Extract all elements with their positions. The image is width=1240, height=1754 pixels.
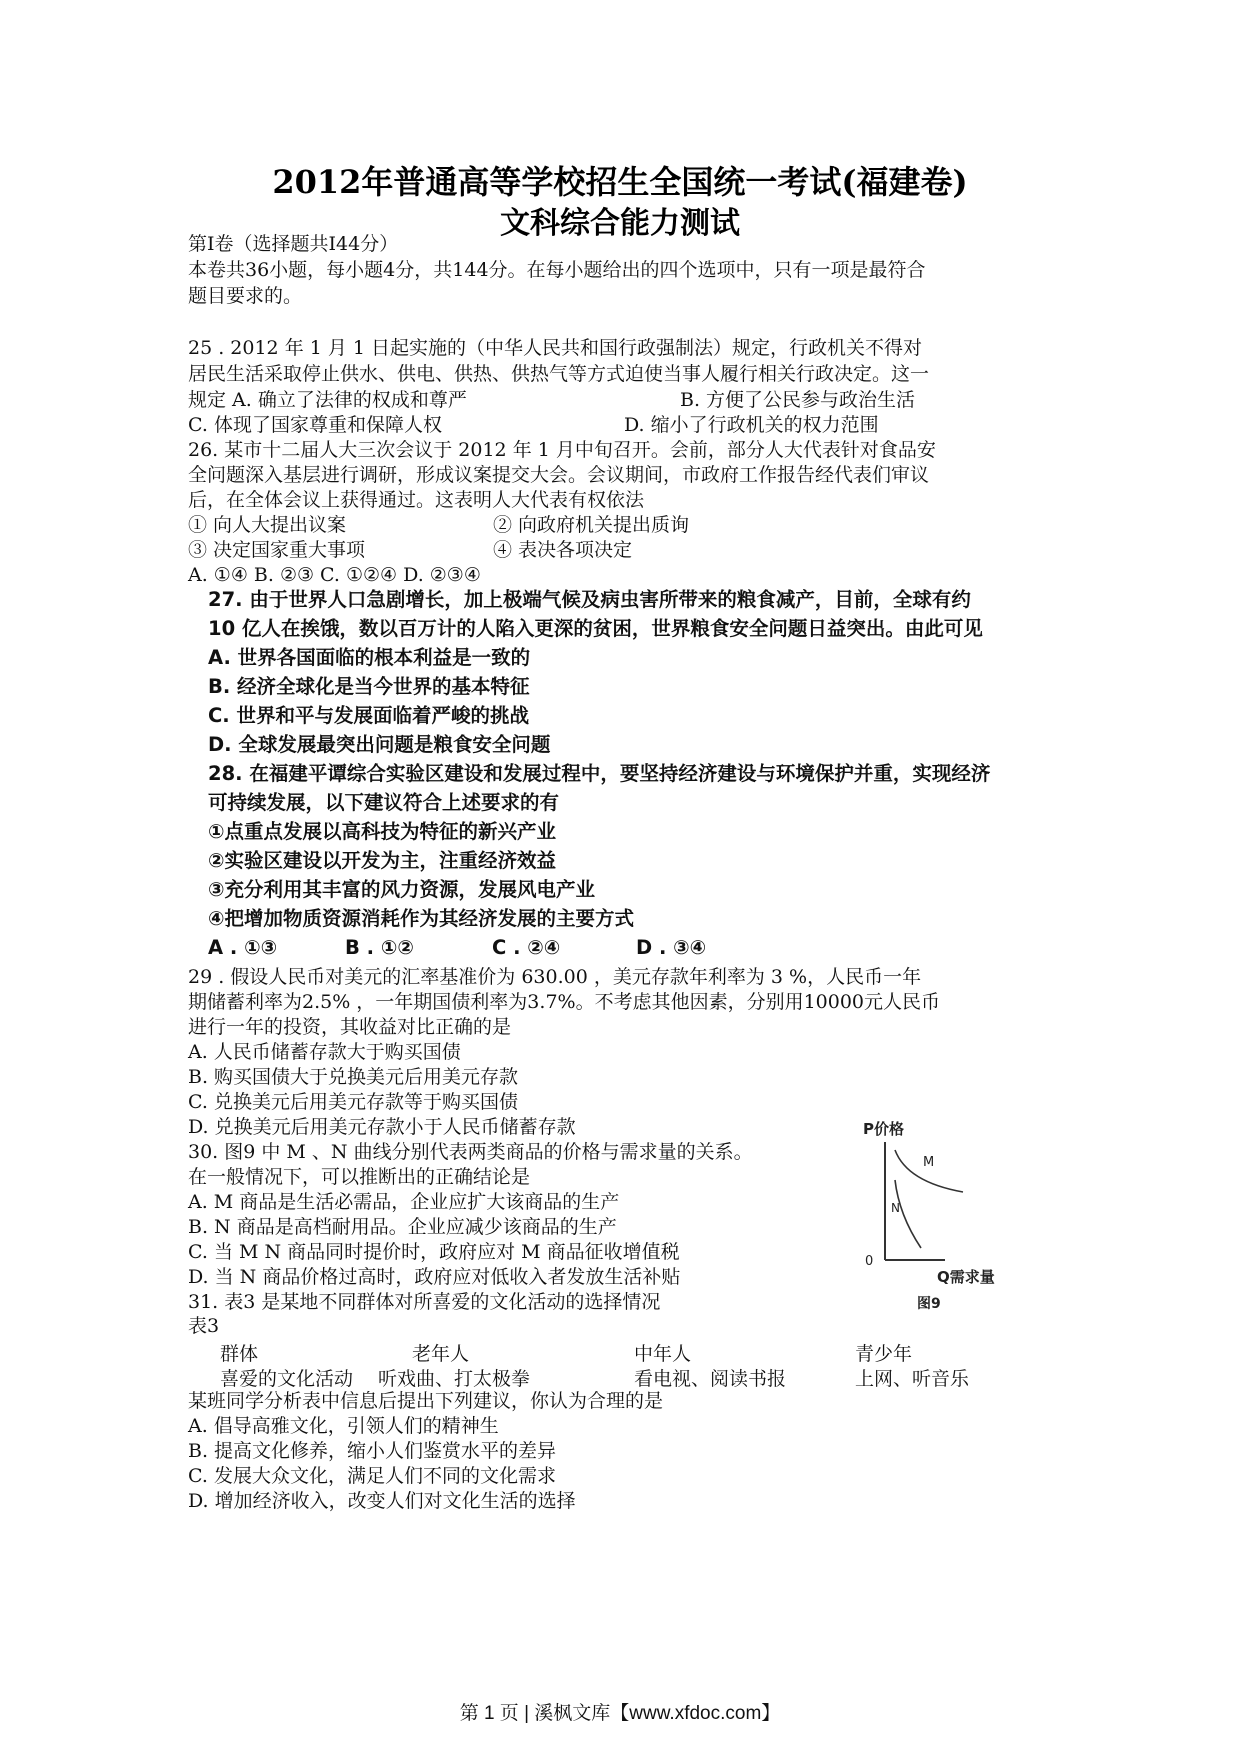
fig9-label-n: N [891, 1201, 900, 1215]
q31-line-2: 某班同学分析表中信息后提出下列建议，你认为合理的是 [188, 1390, 664, 1412]
q25-line-4 [188, 413, 879, 437]
q28-option-4: ④把增加物质资源消耗作为其经济发展的主要方式 [208, 907, 635, 930]
q30-option-c: C. 当 M N 商品同时提价时，政府应对 M 商品征收增值税 [188, 1241, 680, 1263]
q28-answer-c: C . ②④ [492, 936, 561, 959]
q25-line-2: 居民生活采取停止供水、供电、供热、供热气等方式迫使当事人履行相关行政决定。这一 [188, 363, 930, 385]
q26-option-3: ③ 决定国家重大事项 [188, 539, 366, 561]
fig9-x-axis-label: Q需求量 [937, 1268, 995, 1286]
page-footer: 第 1 页 | 溪枫文库【www.xfdoc.com】 [459, 1703, 781, 1724]
q31-option-a: A. 倡导高雅文化，引领人们的精神生 [188, 1415, 499, 1437]
q26-option-2: ② 向政府机关提出质询 [493, 514, 690, 536]
q29-option-d: D. 兑换美元后用美元存款小于人民币储蓄存款 [188, 1116, 576, 1138]
q26-answers: A. ①④ B. ②③ C. ①②④ D. ②③④ [188, 564, 481, 586]
q28-answer-a: A . ①③ [208, 936, 278, 959]
q31-option-d: D. 增加经济收入，改变人们对文化生活的选择 [188, 1490, 576, 1512]
q28-option-3: ③充分利用其丰富的风力资源，发展风电产业 [208, 878, 596, 901]
q30-option-b: B. N 商品是高档耐用品。企业应减少该商品的生产 [188, 1216, 617, 1238]
q31-header-group: 群体 [220, 1343, 259, 1365]
q30-line-2: 在一般情况下，可以推断出的正确结论是 [188, 1166, 531, 1188]
section-heading: 第Ⅰ卷（选择题共Ⅰ44分） [188, 233, 399, 255]
q29-option-b: B. 购买国债大于兑换美元后用美元存款 [188, 1066, 519, 1088]
fig9-caption: 图9 [917, 1296, 941, 1310]
q31-cell-activity: 喜爱的文化活动 [220, 1368, 354, 1390]
q28-answers [208, 936, 707, 960]
q25-line-3 [188, 388, 916, 412]
q25-option-c: C. 体现了国家尊重和保障人权 [188, 414, 442, 436]
q29-option-a: A. 人民币储蓄存款大于购买国债 [188, 1041, 461, 1063]
q26-option-1: ① 向人大提出议案 [188, 514, 347, 536]
q30-option-d: D. 当 N 商品价格过高时，政府应对低收入者发放生活补贴 [188, 1266, 681, 1288]
q26-line-2: 全问题深入基层进行调研，形成议案提交大会。会议期间，市政府工作报告经代表们审议 [188, 464, 930, 486]
q31-header-middle-aged: 中年人 [634, 1343, 692, 1365]
q26-options-row-1 [188, 513, 690, 537]
q26-options-row-2 [188, 538, 633, 562]
q26-line-3: 后，在全体会议上获得通过。这表明人大代表有权依法 [188, 489, 645, 511]
q29-option-c: C. 兑换美元后用美元存款等于购买国债 [188, 1091, 518, 1113]
q29-line-3: 进行一年的投资，其收益对比正确的是 [188, 1016, 512, 1038]
exam-title: 2012年普通高等学校招生全国统一考试(福建卷) [272, 163, 968, 201]
q25-option-d: D. 缩小了行政机关的权力范围 [624, 414, 879, 436]
q31-option-c: C. 发展大众文化，满足人们不同的文化需求 [188, 1465, 556, 1487]
q26-option-4: ④ 表决各项决定 [493, 539, 633, 561]
q28-line-2: 可持续发展，以下建议符合上述要求的有 [208, 791, 560, 814]
q27-option-d: D. 全球发展最突出问题是粮食安全问题 [208, 733, 551, 756]
q27-option-b: B. 经济全球化是当今世界的基本特征 [208, 675, 530, 698]
fig9-y-axis-label: P价格 [863, 1120, 904, 1138]
q29-line-2: 期储蓄利率为2.5% ，一年期国债利率为3.7%。不考虑其他因素，分别用10000元人民币 [188, 991, 941, 1013]
q28-answer-b: B . ①② [345, 936, 414, 959]
fig9-label-m: M [923, 1155, 935, 1170]
q30-option-a: A. M 商品是生活必需品，企业应扩大该商品的生产 [188, 1191, 620, 1213]
q27-line-2: 10 亿人在挨饿，数以百万计的人陷入更深的贫困，世界粮食安全问题日益突出。由此可见 [208, 617, 983, 640]
fig9-origin-label: 0 [865, 1254, 874, 1269]
instructions-line-1: 本卷共36小题，每小题4分，共144分。在每小题给出的四个选项中，只有一项是最符合 [188, 259, 926, 281]
q31-header-elderly: 老年人 [412, 1343, 470, 1365]
q29-line-1: 29 . 假设人民币对美元的汇率基准价为 630.00 ，美元存款年利率为 3 %，人民币一年 [188, 966, 922, 988]
q28-answer-d: D . ③④ [636, 936, 707, 959]
q31-table-label: 表3 [188, 1315, 220, 1337]
q27-option-c: C. 世界和平与发展面临着严峻的挑战 [208, 704, 530, 727]
exam-subtitle: 文科综合能力测试 [500, 206, 740, 241]
q30-line-1: 30. 图9 中 M 、N 曲线分别代表两类商品的价格与需求量的关系。 [188, 1141, 753, 1163]
figure-9-demand-curves [855, 1120, 1020, 1310]
q25-option-a: 规定 A. 确立了法律的权成和尊严 [188, 389, 467, 411]
q25-option-b: B. 方便了公民参与政治生活 [680, 389, 916, 411]
q31-cell-middle-aged: 看电视、阅读书报 [634, 1368, 787, 1390]
q28-line-1: 28. 在福建平谭综合实验区建设和发展过程中，要坚持经济建设与环境保护并重，实现经济 [208, 762, 991, 785]
q26-line-1: 26. 某市十二届人大三次会议于 2012 年 1 月中旬召开。会前，部分人大代表针对食品安 [188, 439, 936, 461]
q28-option-1: ①点重点发展以高科技为特征的新兴产业 [208, 820, 557, 843]
q31-option-b: B. 提高文化修养，缩小人们鉴赏水平的差异 [188, 1440, 557, 1462]
q31-cell-elderly: 听戏曲、打太极拳 [378, 1368, 531, 1390]
q31-cell-youth: 上网、听音乐 [855, 1368, 970, 1390]
q27-line-1: 27. 由于世界人口急剧增长，加上极端气候及病虫害所带来的粮食减产，目前，全球有约 [208, 588, 971, 611]
q28-option-2: ②实验区建设以开发为主，注重经济效益 [208, 849, 557, 872]
q27-option-a: A. 世界各国面临的根本利益是一致的 [208, 646, 531, 669]
instructions-line-2: 题目要求的。 [188, 285, 303, 307]
q31-line-1: 31. 表3 是某地不同群体对所喜爱的文化活动的选择情况 [188, 1291, 661, 1313]
q25-line-1: 25 . 2012 年 1 月 1 日起实施的（中华人民共和国行政强制法）规定，行政机关不得对 [188, 337, 923, 359]
q31-header-youth: 青少年 [855, 1343, 913, 1365]
